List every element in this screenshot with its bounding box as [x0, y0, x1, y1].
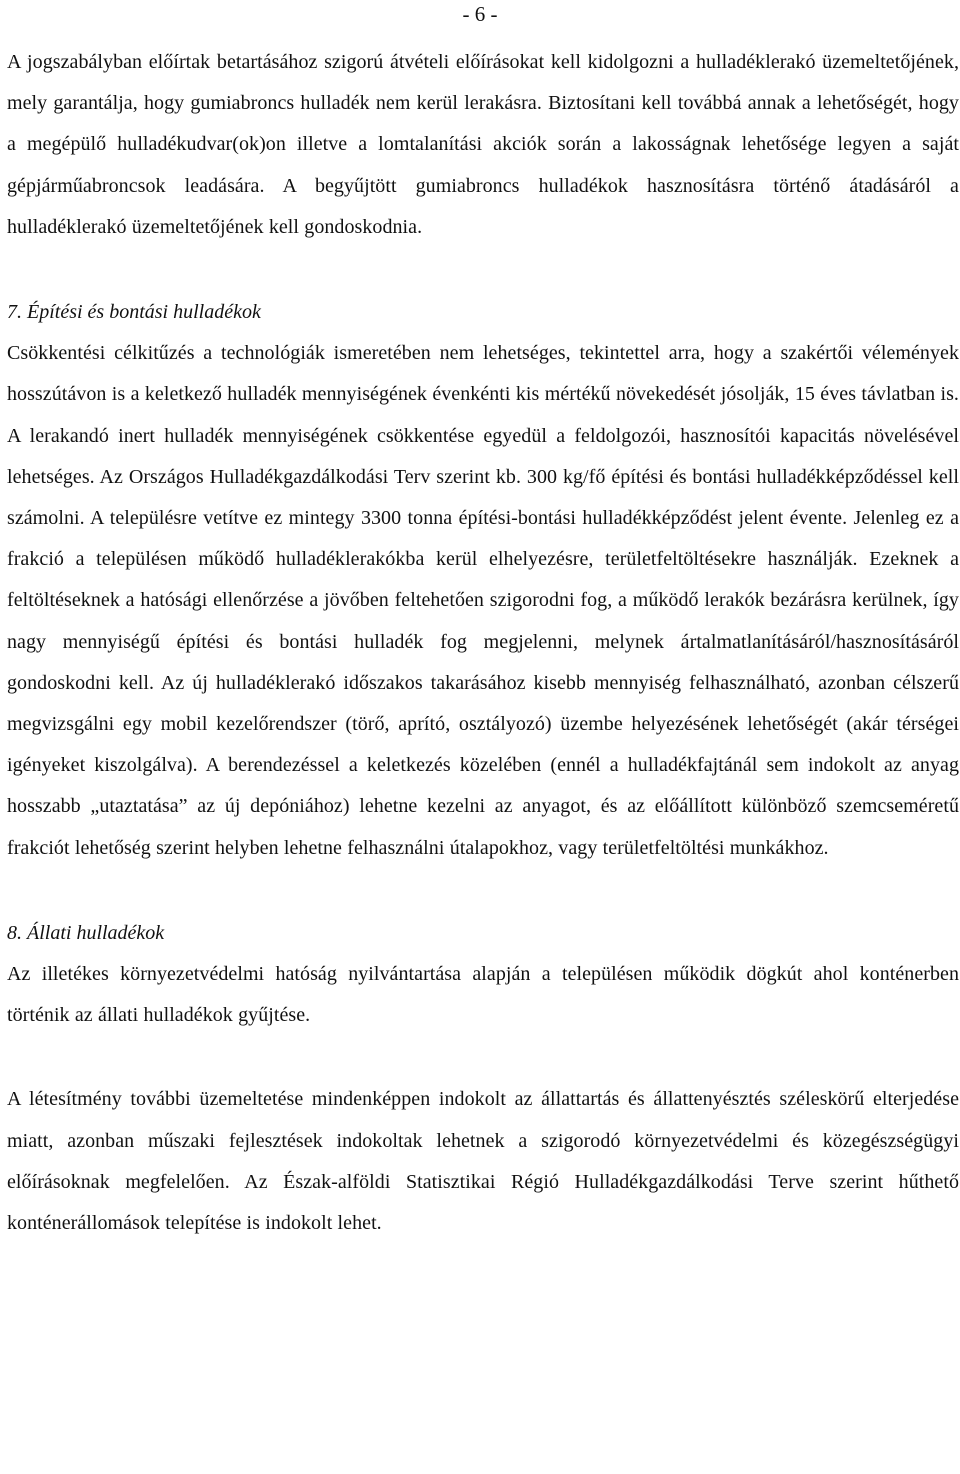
paragraph-spacer [7, 1036, 959, 1079]
paragraph-animal-waste-collection: Az illetékes környezetvédelmi hatóság nyilvántartása alapján a településen működik dögkút ahol konténerben történik az állati hulladékok gyűjtése. [7, 963, 959, 1027]
paragraph-animal-waste-facility: A létesítmény további üzemeltetése mindenképpen indokolt az állattartás és állattenyésztés széleskörű elterjedése miatt, azonban műszaki fejlesztések indokoltak lehetnek a szigorodó környezetvédelmi és közegészségügyi előírásoknak megfelelően. Az Észak-alföldi Statisztikai Régió Hulladékgazdálkodási Terve szerint hűthető konténerállomások telepítése is indokolt lehet. [7, 1088, 959, 1235]
section-heading-construction-waste: 7. Építési és bontási hulladékok [7, 301, 261, 324]
section-heading-animal-waste: 8. Állati hulladékok [7, 921, 165, 944]
document-body [7, 42, 959, 1244]
section-spacer [7, 869, 959, 913]
section-spacer [7, 248, 959, 292]
paragraph-construction-waste: Csökkentési célkitűzés a technológiák ismeretében nem lehetséges, tekintettel arra, hogy a szakértői vélemények hosszútávon is a keletkező hulladék mennyiségének évenkénti kis mértékű növekedését jósolják, 15 éves távlatban is. A lerakandó inert hulladék mennyiségének csökkentése egyedül a feldolgozói, hasznosítói kapacitás növelésével lehetséges. Az Országos Hulladékgazdálkodási Terv szerint kb. 300 kg/fő építési és bontási hulladékképződéssel kell számolni. A településre vetítve ez mintegy 3300 tonna építési-bontási hulladékképződést jelent évente. Jelenleg ez a frakció a településen működő hulladéklerakókba kerül elhelyezésre, területfeltöltésekre használják. Ezeknek a feltöltéseknek a hatósági ellenőrzése a jövőben feltehetően szigorodni fog, a működő lerakók bezárásra kerülnek, így nagy mennyiségű építési és bontási hulladék fog megjelenni, melynek ártalmatlanításáról/hasznosításáról gondoskodni kell. Az új hulladéklerakó időszakos takarásához kisebb mennyiség felhasználható, azonban célszerű megvizsgálni egy mobil kezelőrendszer (törő, aprító, osztályozó) üzembe helyezésének lehetőségét (akár térségei igényeket kiszolgálva). A berendezéssel a keletkezés közelében (ennél a hulladékfajtánál sem indokolt az anyag hosszabb „utaztatása” az új depóniához) lehetne kezelni az anyagot, és az előállított különböző szemcseméretű frakciót lehetőség szerint helyben lehetne felhasználni útalapokhoz, vagy területfeltöltési munkákhoz. [7, 342, 959, 859]
page-number: - 6 - [462, 2, 498, 26]
paragraph-tyre-waste: A jogszabályban előírtak betartásához szigorú átvételi előírásokat kell kidolgozni a hulladéklerakó üzemeltetőjének, mely garantálja, hogy gumiabroncs hulladék nem kerül lerakásra. Biztosítani kell továbbá annak a lehetőségét, hogy a megépülő hulladékudvar(ok)on illetve a lomtalanítási akciók során a lakosságnak lehetősége legyen a saját gépjárműabroncsok leadására. A begyűjtött gumiabroncs hulladékok hasznosításra történő átadásáról a hulladéklerakó üzemeltetőjének kell gondoskodnia. [7, 51, 959, 238]
